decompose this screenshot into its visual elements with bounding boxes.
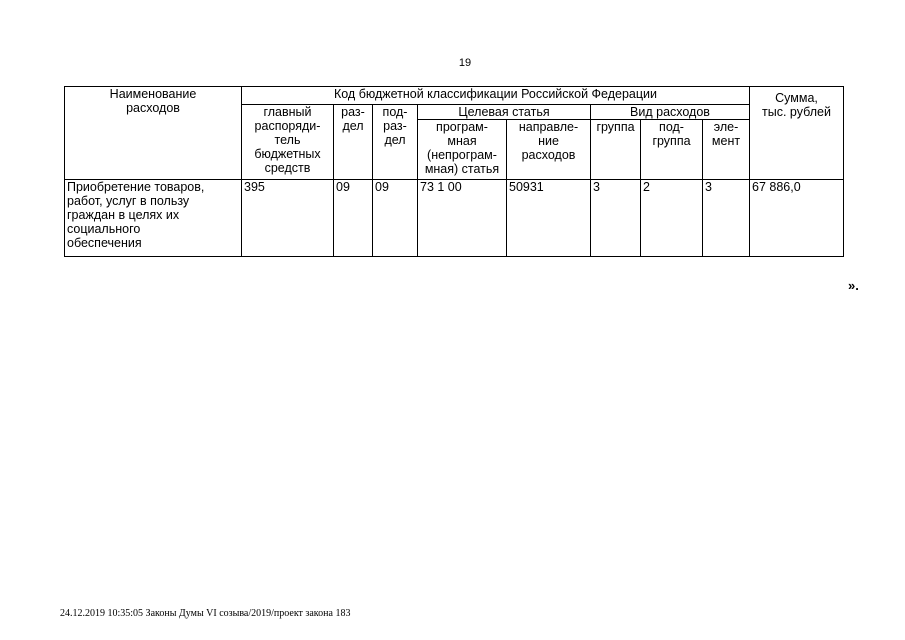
row-program: 73 1 00 (418, 180, 507, 257)
header-code-group: Код бюджетной классификации Российской Федерации (242, 87, 750, 105)
header-program: програм- мная (непрограм- мная) статья (418, 120, 507, 180)
header-sum: Сумма, тыс. рублей (750, 87, 844, 180)
row-group: 3 (591, 180, 641, 257)
row-section: 09 (334, 180, 373, 257)
row-name: Приобретение товаров, работ, услуг в пользу граждан в целях их социального обеспечения (65, 180, 242, 257)
header-group: группа (591, 120, 641, 180)
row-direction: 50931 (507, 180, 591, 257)
page-number: 19 (458, 57, 472, 69)
header-element: эле- мент (703, 120, 750, 180)
row-element: 3 (703, 180, 750, 257)
header-section: раз- дел (334, 105, 373, 180)
document-footer: 24.12.2019 10:35:05 Законы Думы VI созыва/2019/проект закона 183 (60, 608, 351, 619)
row-chief-manager: 395 (242, 180, 334, 257)
header-target-article: Целевая статья (418, 105, 591, 120)
header-expense-type: Вид расходов (591, 105, 750, 120)
header-chief-manager: главный распоряди- тель бюджетных средств (242, 105, 334, 180)
closing-quote-mark: ». (848, 278, 859, 293)
row-sum: 67 886,0 (750, 180, 844, 257)
budget-classification-table (64, 86, 844, 257)
table-row (65, 180, 844, 257)
header-subgroup: под- группа (641, 120, 703, 180)
header-row-1 (65, 87, 844, 105)
row-subgroup: 2 (641, 180, 703, 257)
header-name: Наименование расходов (65, 87, 242, 180)
header-subsection: под- раз- дел (373, 105, 418, 180)
header-direction: направле- ние расходов (507, 120, 591, 180)
row-subsection: 09 (373, 180, 418, 257)
